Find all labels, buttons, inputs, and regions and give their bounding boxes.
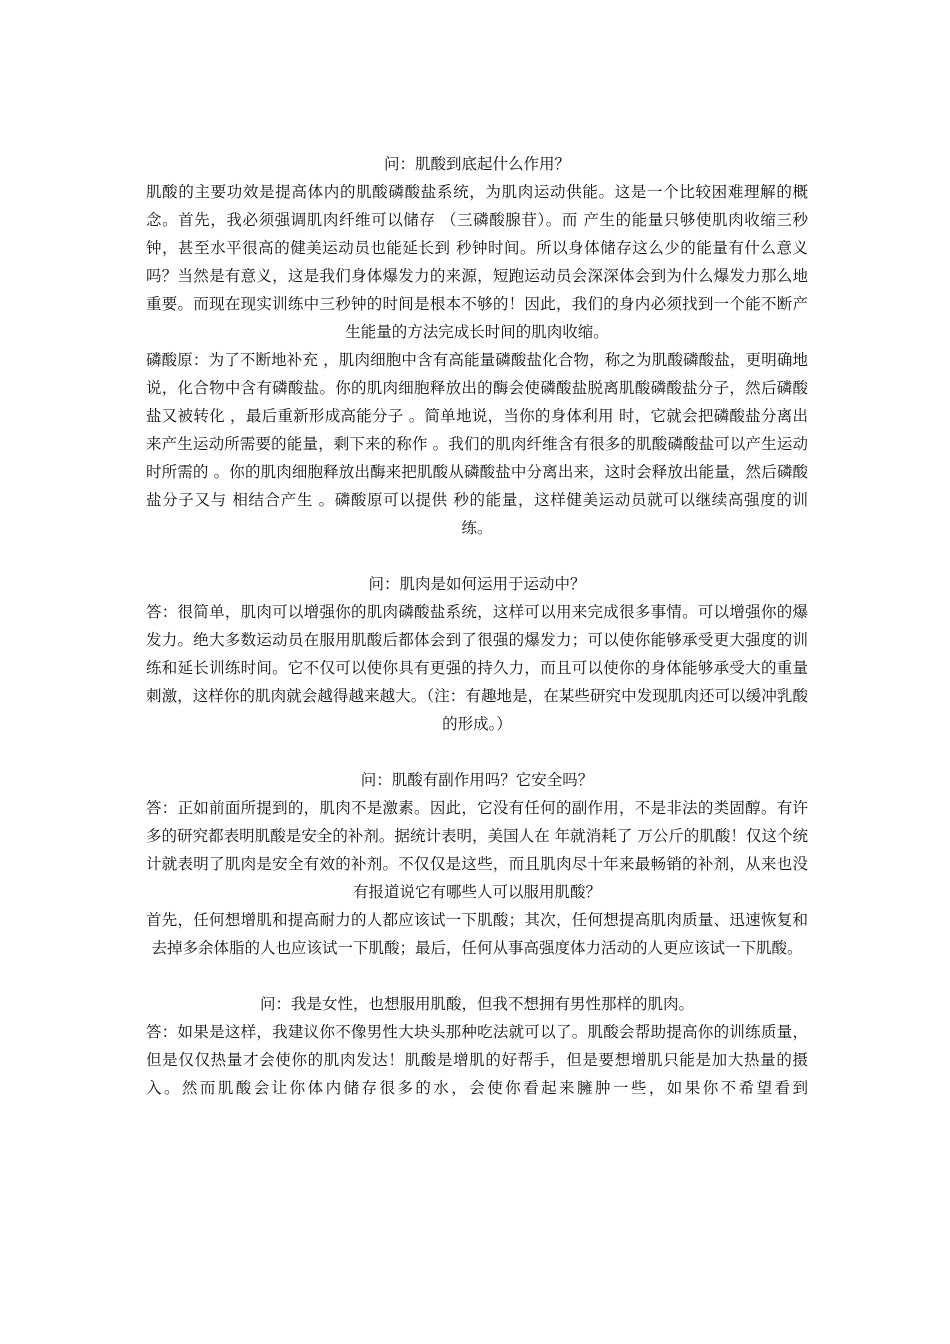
answer-paragraph: 肌酸的主要功效是提高体内的肌酸磷酸盐系统，为肌肉运动供能。这是一个比较困难理解的概念。首先，我必须强调肌肉纤维可以储存 （三磷酸腺苷）。而 产生的能量只够使肌肉收缩三秒钟，甚至水平很高的健美运动员也能延长到 秒钟时间。所以身体储存这么少的能量有什么意义吗？当然是有意义，这是我们身体爆发力的来源，短跑运动员会深深体会到为什么爆发力那么地重要。而现在现实训练中三秒钟的时间是根本不够的！因此，我们的身内必须找到一个能不断产生能量的方法完成长时间的肌肉收缩。: [146, 183, 808, 341]
answer-paragraph: 答：很简单，肌肉可以增强你的肌肉磷酸盐系统，这样可以用来完成很多事情。可以增强你的爆发力。绝大多数运动员在服用肌酸后都体会到了很强的爆发力；可以使你能够承受更大强度的训练和延长训练时间。它不仅可以使你具有更强的持久力，而且可以使你的身体能够承受大的重量刺激，这样你的肌肉就会越得越来越大。（注：有趣地是，在某些研究中发现肌肉还可以缓冲乳酸的形成。）: [146, 603, 808, 733]
question-heading: 问：肌酸有副作用吗？它安全吗？: [360, 771, 594, 789]
question-heading: 问：肌肉是如何运用于运动中？: [368, 575, 586, 593]
section-gap: [146, 962, 808, 990]
question-heading: 问：我是女性，也想服用肌酸，但我不想拥有男性那样的肌肉。: [259, 995, 694, 1013]
answer-paragraph: 磷酸原：为了不断地补充 ，肌肉细胞中含有高能量磷酸盐化合物，称之为肌酸磷酸盐，更明确地说，化合物中含有磷酸盐。你的肌肉细胞释放出的酶会使磷酸盐脱离肌酸磷酸盐分子，然后磷酸盐又被转化 ，最后重新形成高能分子 。简单地说，当你的身体利用 时，它就会把磷酸盐分离出来产生运动所需要的能量，剩下来的称作 。我们的肌肉纤维含有很多的肌酸磷酸盐可以产生运动时所需的 。你的肌肉细胞释放出酶来把肌酸从磷酸盐中分离出来，这时会释放出能量，然后磷酸盐分子又与 相结合产生 。磷酸原可以提供 秒的能量，这样健美运动员就可以继续高强度的训练。: [146, 351, 808, 537]
answer-paragraph: 答：正如前面所提到的，肌肉不是激素。因此，它没有任何的副作用，不是非法的类固醇。有许多的研究都表明肌酸是安全的补剂。据统计表明，美国人在 年就消耗了 万公斤的肌酸！仅这个统计就表明了肌肉是安全有效的补剂。不仅仅是这些，而且肌肉尽十年来最畅销的补剂，从来也没有报道说它有哪些人可以服用肌酸？: [146, 799, 808, 901]
section-gap: [146, 738, 808, 766]
answer-paragraph: 答：如果是这样，我建议你不像男性大块头那种吃法就可以了。肌酸会帮助提高你的训练质量，但是仅仅热量才会使你的肌肉发达！肌酸是增肌的好帮手，但是要想增肌只能是加大热量的摄入。然而肌酸会让你体内储存很多的水，会使你看起来臃肿一些，如果你不希望看到: [146, 1023, 808, 1097]
question-heading: 问：肌酸到底起什么作用？: [383, 155, 570, 173]
answer-paragraph: 首先，任何想增肌和提高耐力的人都应该试一下肌酸；其次，任何想提高肌肉质量、迅速恢复和去掉多余体脂的人也应该试一下肌酸；最后，任何从事高强度体力活动的人更应该试一下肌酸。: [146, 911, 808, 957]
document-body: [146, 150, 808, 1102]
section-gap: [146, 542, 808, 570]
